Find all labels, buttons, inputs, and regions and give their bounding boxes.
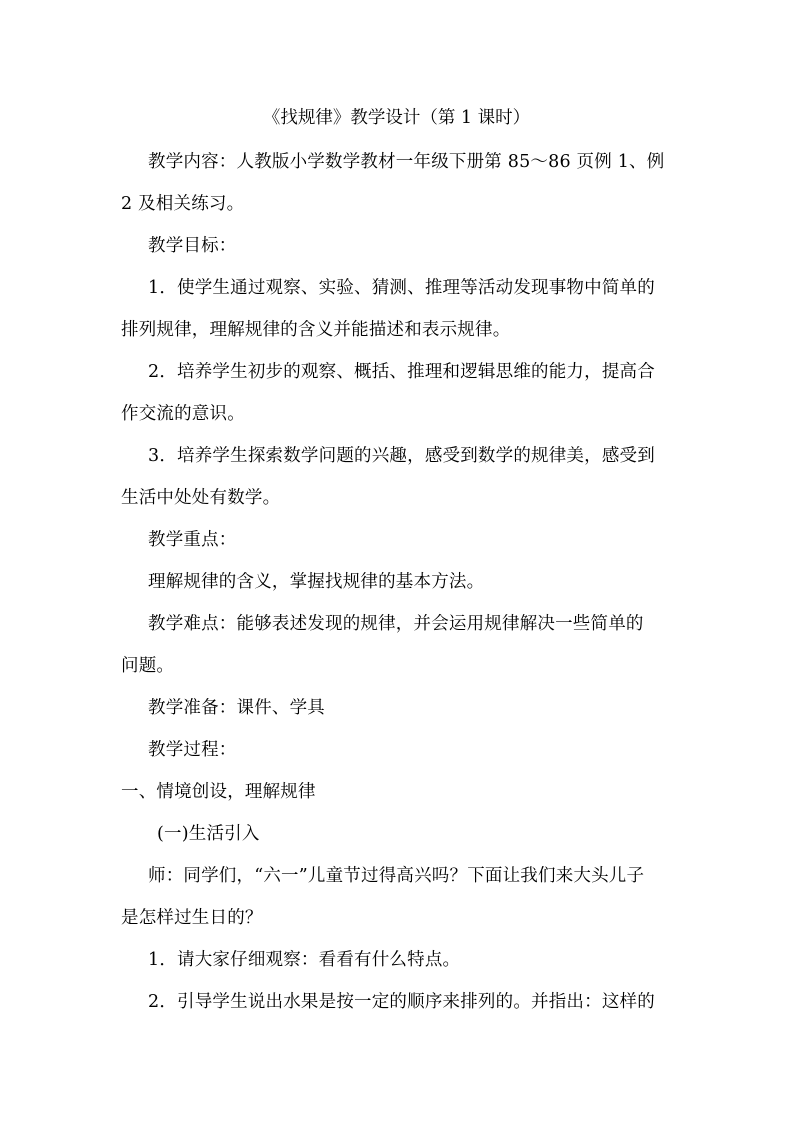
process-heading: 教学过程： xyxy=(148,740,237,760)
step-1-line: 1．请大家仔细观察：看看有什么特点。 xyxy=(148,950,461,970)
objective-3-line-1: 3．培养学生探索数学问题的兴趣，感受到数学的规律美，感受到 xyxy=(148,446,655,466)
key-points-heading: 教学重点： xyxy=(148,530,237,550)
objective-3-line-2: 生活中处处有数学。 xyxy=(121,488,281,508)
objective-2-line-2: 作交流的意识。 xyxy=(121,404,245,424)
step-2-line: 2．引导学生说出水果是按一定的顺序来排列的。并指出：这样的 xyxy=(148,992,655,1012)
key-points-text: 理解规律的含义，掌握找规律的基本方法。 xyxy=(148,572,485,592)
objective-1-line-2: 排列规律，理解规律的含义并能描述和表示规律。 xyxy=(121,320,511,340)
teacher-line-1: 师：同学们，“六一”儿童节过得高兴吗？下面让我们来大头儿子 xyxy=(148,866,645,886)
teaching-content-line-2: 2 及相关练习。 xyxy=(121,194,245,214)
subsection-1-heading: (一)生活引入 xyxy=(157,824,260,844)
objective-1-line-1: 1．使学生通过观察、实验、猜测、推理等活动发现事物中简单的 xyxy=(148,278,655,298)
objectives-heading: 教学目标： xyxy=(148,236,237,256)
document-title: 《找规律》教学设计（第 1 课时） xyxy=(262,108,531,128)
objective-2-line-1: 2．培养学生初步的观察、概括、推理和逻辑思维的能力，提高合 xyxy=(148,362,655,382)
preparation-line: 教学准备：课件、学具 xyxy=(148,698,325,718)
teaching-content-line-1: 教学内容：人教版小学数学教材一年级下册第 85～86 页例 1、例 xyxy=(148,152,665,172)
difficulties-line-1: 教学难点：能够表述发现的规律，并会运用规律解决一些简单的 xyxy=(148,614,644,634)
section-1-heading: 一、情境创设，理解规律 xyxy=(121,782,316,802)
teacher-line-2: 是怎样过生日的？ xyxy=(121,908,263,928)
difficulties-line-2: 问题。 xyxy=(121,656,175,676)
